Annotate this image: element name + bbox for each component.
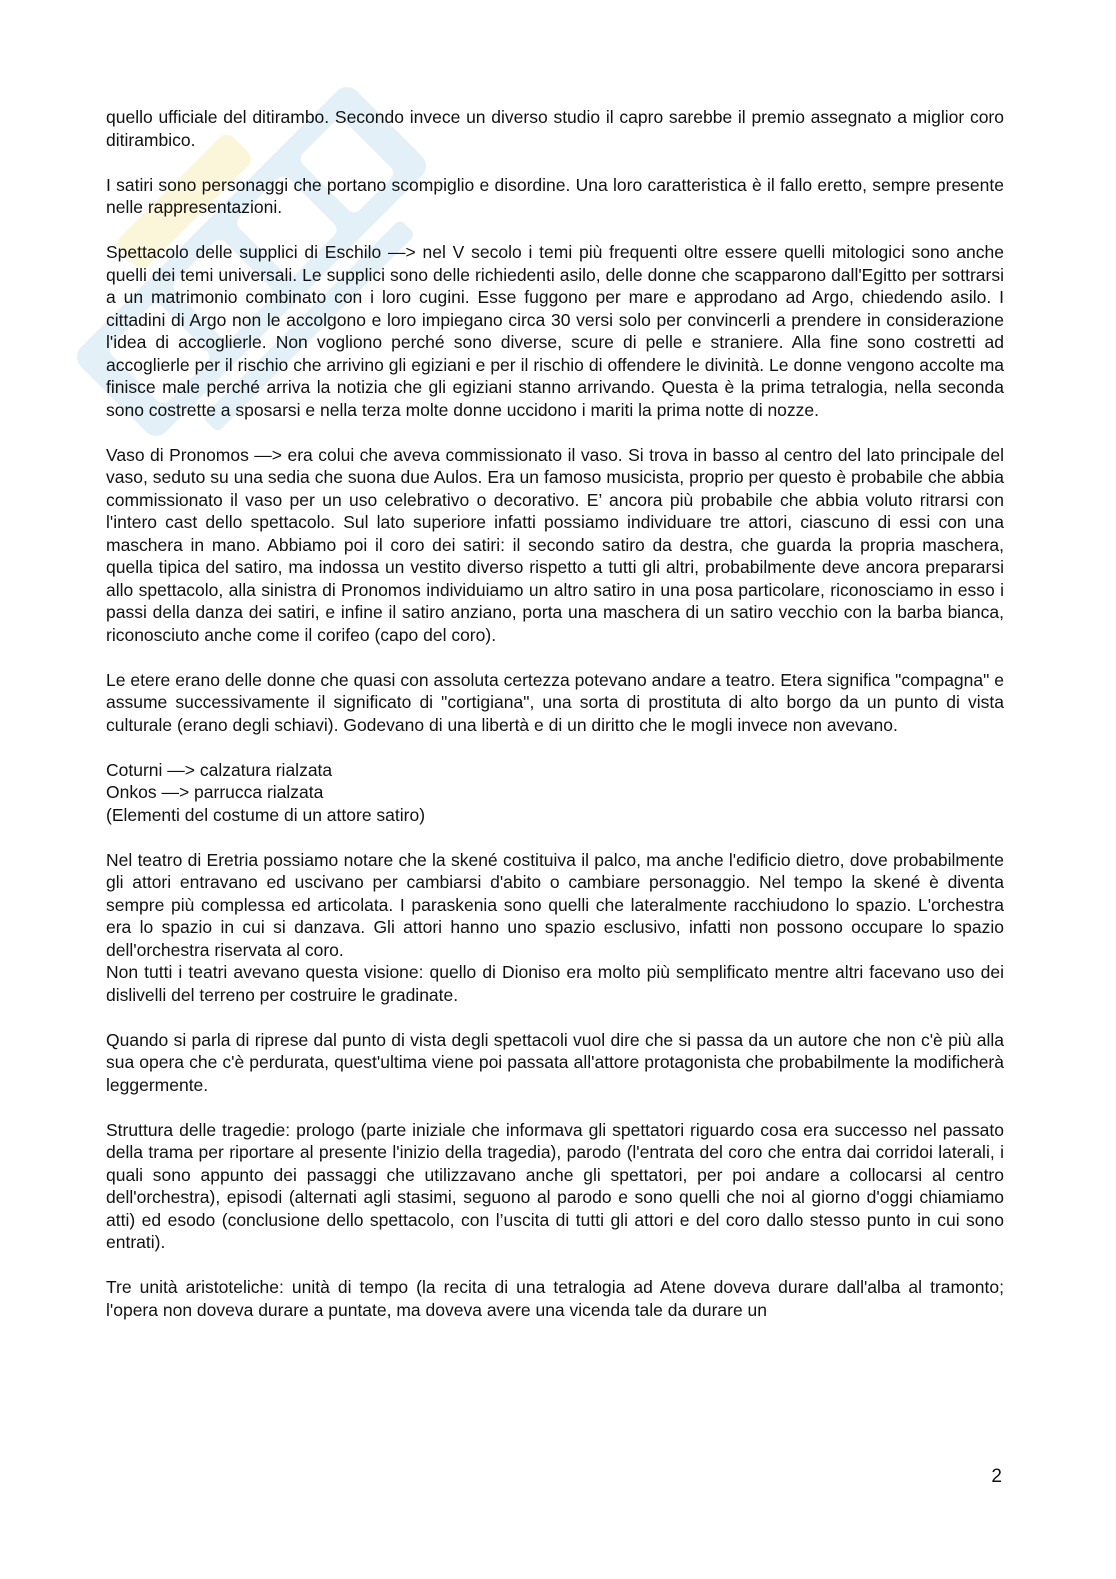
paragraph: Nel teatro di Eretria possiamo notare che la skené costituiva il palco, ma anche l'edificio dietro, dove probabilmente gli attori entravano ed uscivano per cambiarsi d'abito o cambiare personaggio. Nel tempo la skené è diventa sempre più complessa ed articolata. I paraskenia sono quelli che lateralmente racchiudono lo spazio. L'orchestra era lo spazio in cui si danzava. Gli attori hanno uno spazio esclusivo, infatti non possono occupare lo spazio dell'orchestra riservata al coro.	[106, 849, 1004, 960]
costume-list	[106, 759, 1004, 827]
paragraph: Le etere erano delle donne che quasi con assoluta certezza potevano andare a teatro. Etera significa "compagna" e assume successivamente il significato di "cortigiana", una sorta di prostituta di alto borgo da un punto di vista culturale (erano degli schiavi). Godevano di una libertà e di un diritto che le mogli invece non avevano.	[106, 669, 1004, 735]
paragraph: Tre unità aristoteliche: unità di tempo (la recita di una tetralogia ad Atene doveva durare dall'alba al tramonto; l'opera non doveva durare a puntate, ma doveva avere una vicenda tale da durare un	[106, 1277, 1004, 1320]
costume-list-caption: (Elementi del costume di un attore satiro)	[106, 804, 426, 825]
paragraph: Vaso di Pronomos —> era colui che aveva commissionato il vaso. Si trova in basso al centro del lato principale del vaso, seduto su una sedia che suona due Aulos. Era un famoso musicista, proprio per questo è probabile che abbia commissionato il vaso per un uso celebrativo o decorativo. E’ ancora più probabile che abbia voluto ritrarsi con l'intero cast dello spettacolo. Sul lato superiore infatti possiamo individuare tre attori, ciascuno di essi con una maschera in mano. Abbiamo poi il coro dei satiri: il secondo satiro da destra, che guarda la propria maschera, quella tipica del satiro, ma indossa un vestito diverso rispetto a tutti gli altri, probabilmente deve ancora prepararsi allo spettacolo, alla sinistra di Pronomos individuiamo un altro satiro in una posa particolare, riconosciamo in esso i passi della danza dei satiri, e infine il satiro anziano, porta una maschera di un satiro vecchio con la barba bianca, riconosciuto anche come il corifeo (capo del coro).	[106, 444, 1004, 645]
paragraph: Struttura delle tragedie: prologo (parte iniziale che informava gli spettatori riguardo cosa era successo nel passato della trama per riportare al presente l'inizio della tragedia), parodo (l'entrata del coro che entra dai corridoi laterali, i quali sono appunto dei passaggi che utilizzavano anche gli spettatori, per poi andare a collocarsi al centro dell'orchestra), episodi (alternati agli stasimi, seguono al parodo e sono quelli che noi al giorno d'oggi chiamiamo atti) ed esodo (conclusione dello spettacolo, con l’uscita di tutti gli attori e del coro dallo stesso punto in cui sono entrati).	[106, 1119, 1004, 1252]
paragraph: I satiri sono personaggi che portano scompiglio e disordine. Una loro caratteristica è il fallo eretto, sempre presente nelle rappresentazioni.	[106, 174, 1004, 217]
paragraph: Spettacolo delle supplici di Eschilo —> nel V secolo i temi più frequenti oltre essere quelli mitologici sono anche quelli dei temi universali. Le supplici sono delle richiedenti asilo, delle donne che scapparono dall'Egitto per sottrarsi a un matrimonio combinato con i loro cugini. Esse fuggono per mare e approdano ad Argo, chiedendo asilo. I cittadini di Argo non le accolgono e loro impiegano circa 30 versi solo per convincerli a prendere in considerazione l'idea di accoglierle. Non vogliono perché sono diverse, scure di pelle e straniere. Alla fine sono costretti ad accoglierle per il rischio che arrivino gli egiziani e per il rischio di offendere le divinità. Le donne vengono accolte ma finisce male perché arriva la notizia che gli egiziani stanno arrivando. Questa è la prima tetralogia, nella seconda sono costrette a sposarsi e nella terza molte donne uccidono i mariti la prima notte di nozze.	[106, 242, 1004, 420]
paragraph: Quando si parla di riprese dal punto di vista degli spettacoli vuol dire che si passa da un autore che non c'è più alla sua opera che c'è perdurata, quest'ultima viene poi passata all'attore protagonista che probabilmente la modificherà leggermente.	[106, 1029, 1004, 1095]
document-body	[106, 106, 1004, 1344]
paragraph: Non tutti i teatri avevano questa visione: quello di Dioniso era molto più semplificato mentre altri facevano uso dei dislivelli del terreno per costruire le gradinate.	[106, 962, 1004, 1005]
paragraph: quello ufficiale del ditirambo. Secondo invece un diverso studio il capro sarebbe il premio assegnato a miglior coro ditirambico.	[106, 107, 1004, 150]
costume-list-item: Coturni —> calzatura rialzata	[106, 759, 333, 780]
page-number: 2	[991, 1466, 1002, 1487]
costume-list-item: Onkos —> parrucca rialzata	[106, 782, 324, 802]
